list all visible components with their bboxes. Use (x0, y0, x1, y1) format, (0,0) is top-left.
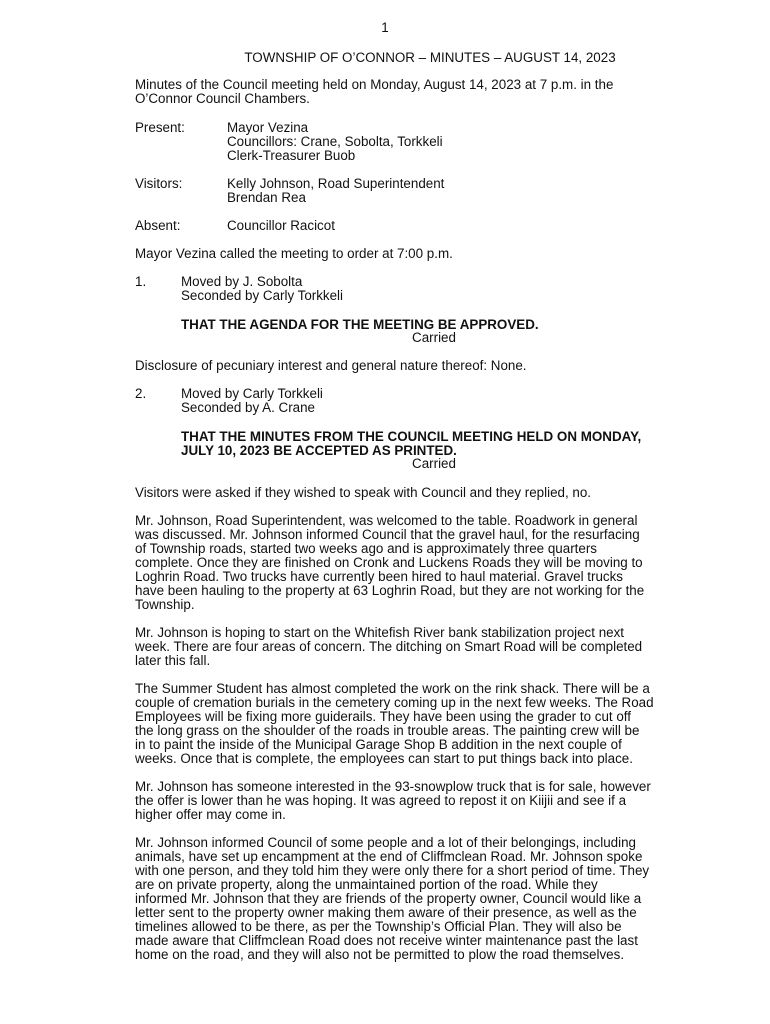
summer-student-line-4: the long grass on the shoulder of the roads in trouble areas. The painting crew will be (135, 723, 640, 738)
summer-student-line-1: The Summer Student has almost completed the work on the rink shack. There will be a (135, 681, 650, 696)
absent-label: Absent: (135, 218, 181, 233)
riverbank-line-2: week. There are four areas of concern. The ditching on Smart Road will be completed (135, 639, 643, 654)
page-number: 1 (381, 20, 389, 35)
encampment-line-1: Mr. Johnson informed Council of some people and a lot of their belongings, including (135, 835, 636, 850)
visitors-label: Visitors: (135, 176, 183, 191)
motion-2-moved: Moved by Carly Torkkeli (181, 386, 323, 401)
motion-2-resolution-line-2: JULY 10, 2023 BE ACCEPTED AS PRINTED. (181, 443, 457, 458)
motion-1-number: 1. (135, 274, 147, 289)
visitors-paragraph: Visitors were asked if they wished to speak with Council and they replied, no. (135, 485, 592, 500)
present-councillors: Councillors: Crane, Sobolta, Torkkeli (227, 134, 443, 149)
snowplow-line-2: the offer is lower than he was hoping. It was agreed to repost it on Kiijii and see if a (135, 793, 627, 808)
encampment-line-6: letter sent to the property owner making them aware of their presence, as well as the (135, 905, 637, 920)
roadwork-line-5: Loghrin Road. Two trucks have currently been hired to haul material. Gravel trucks (135, 569, 624, 584)
encampment-line-3: with one person, and they told him they were only there for a short period of time. They (135, 863, 650, 878)
snowplow-line-3: higher offer may come in. (135, 807, 286, 822)
encampment-line-8: made aware that Cliffmclean Road does not receive winter maintenance past the last (135, 933, 638, 948)
motion-2-result: Carried (412, 456, 456, 471)
snowplow-line-1: Mr. Johnson has someone interested in the 93-snowplow truck that is for sale, however (135, 779, 651, 794)
motion-2-resolution-line-1: THAT THE MINUTES FROM THE COUNCIL MEETING HELD ON MONDAY, (181, 429, 642, 444)
roadwork-line-6: have been hauling to the property at 63 Loghrin Road, but they are not working for the (135, 583, 645, 598)
motion-2-seconded: Seconded by A. Crane (181, 400, 315, 415)
summer-student-line-2: couple of cremation burials in the cemetery coming up in the next few weeks. The Road (135, 695, 654, 710)
document-title: TOWNSHIP OF O’CONNOR – MINUTES – AUGUST 14, 2023 (244, 50, 616, 65)
summer-student-line-5: in to paint the inside of the Municipal Garage Shop B addition in the next couple of (135, 737, 622, 752)
motion-1-seconded: Seconded by Carly Torkkeli (181, 288, 344, 303)
call-to-order: Mayor Vezina called the meeting to order at 7:00 p.m. (135, 246, 453, 261)
visitor-2: Brendan Rea (227, 190, 306, 205)
encampment-line-4: are on private property, along the unmaintained portion of the road. While they (135, 877, 598, 892)
encampment-line-5: informed Mr. Johnson that they are friends of the property owner, Council would like a (135, 891, 642, 906)
roadwork-line-7: Township. (135, 597, 195, 612)
encampment-line-2: animals, have set up encampment at the end of Cliffmclean Road. Mr. Johnson spoke (135, 849, 643, 864)
motion-1-moved: Moved by J. Sobolta (181, 274, 303, 289)
motion-1-result: Carried (412, 330, 456, 345)
roadwork-line-1: Mr. Johnson, Road Superintendent, was welcomed to the table. Roadwork in general (135, 513, 638, 528)
motion-2-number: 2. (135, 386, 147, 401)
roadwork-line-2: was discussed. Mr. Johnson informed Council that the gravel haul, for the resurfacing (135, 527, 640, 542)
riverbank-line-3: later this fall. (135, 653, 211, 668)
present-clerk: Clerk-Treasurer Buob (227, 148, 356, 163)
intro-line-2: O’Connor Council Chambers. (135, 91, 310, 106)
summer-student-line-6: weeks. Once that is complete, the employees can start to put things back into place. (135, 751, 633, 766)
roadwork-line-4: complete. Once they are finished on Cronk and Luckens Roads they will be moving to (135, 555, 643, 570)
motion-1-resolution: THAT THE AGENDA FOR THE MEETING BE APPROVED. (181, 317, 539, 332)
present-label: Present: (135, 120, 185, 135)
riverbank-line-1: Mr. Johnson is hoping to start on the Whitefish River bank stabilization project next (135, 625, 625, 640)
visitor-1: Kelly Johnson, Road Superintendent (227, 176, 445, 191)
intro-line-1: Minutes of the Council meeting held on Monday, August 14, 2023 at 7 p.m. in the (135, 77, 614, 92)
present-mayor: Mayor Vezina (227, 120, 309, 135)
encampment-line-7: timelines allowed to be there, as per the Township’s Official Plan. They will also be (135, 919, 622, 934)
summer-student-line-3: Employees will be fixing more guiderails. They have been using the grader to cut off (135, 709, 631, 724)
absent-member: Councillor Racicot (227, 218, 335, 233)
roadwork-line-3: of Township roads, started two weeks ago and is approximately three quarters (135, 541, 597, 556)
disclosure: Disclosure of pecuniary interest and general nature thereof: None. (135, 358, 527, 373)
encampment-line-9: home on the road, and they will also not be permitted to plow the road themselves. (135, 947, 625, 962)
